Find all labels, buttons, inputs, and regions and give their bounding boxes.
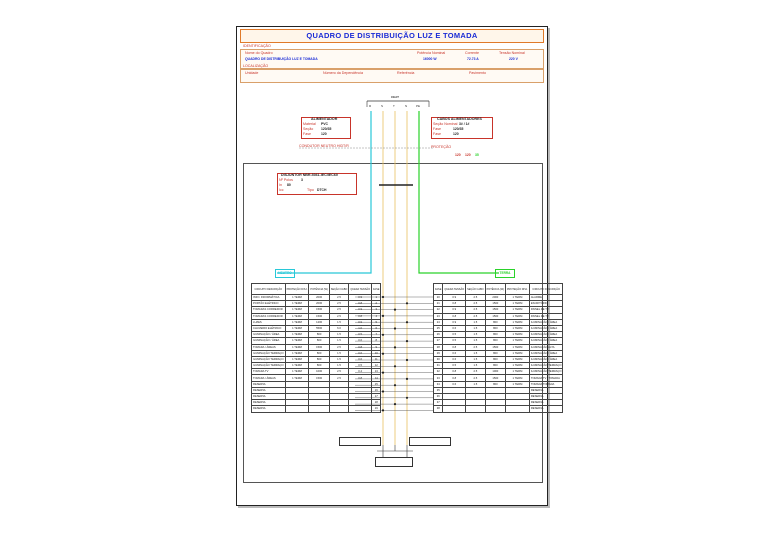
table-cell: 1.5 [329, 319, 349, 325]
table-cell: 2.5 [329, 375, 349, 381]
table-cell: 0.8 [349, 313, 372, 319]
branch-node [406, 321, 408, 323]
table-cell: 1 TERM [285, 307, 309, 313]
table-cell: 1 TERM [506, 350, 530, 356]
table-header-cell: QUEDA TENSÃO [349, 284, 372, 295]
table-cell: 34 [434, 381, 443, 387]
table-cell: 0.6 [349, 338, 372, 344]
table-cell: 800 [309, 350, 329, 356]
table-cell: 35 [434, 387, 443, 393]
table-cell: 1000 [485, 369, 505, 375]
branch-node [394, 327, 396, 329]
table-cell: 1.5 [466, 319, 486, 325]
table-row [252, 406, 381, 412]
table-cell: 22 [434, 307, 443, 313]
table-cell [285, 406, 309, 412]
table-cell: 1.5 [466, 381, 486, 387]
table-cell: 0.9 [443, 319, 466, 325]
neutral-tag: NEUTRO [275, 269, 295, 278]
table-cell: 1500 [485, 307, 505, 313]
table-cell: 1500 [485, 301, 505, 307]
current-value: 72.73 A [467, 57, 479, 61]
table-cell: 0.4 [349, 369, 372, 375]
table-cell: 1.5 [329, 350, 349, 356]
table-header-row [252, 284, 381, 295]
table-cell: 10 [372, 350, 381, 356]
right-circuits-table [433, 283, 563, 413]
table-cell: 1 TERM [285, 344, 309, 350]
table-cell: 0.5 [349, 363, 372, 369]
table-cell: 0.8 [443, 375, 466, 381]
table-cell: 1000 [309, 369, 329, 375]
table-cell: 36 [434, 394, 443, 400]
table-cell: 800 [485, 350, 505, 356]
branch-node [382, 315, 384, 317]
cable-row-3-value: 120 [453, 132, 459, 136]
table-header-cell: SEÇÃO CABO [329, 284, 349, 295]
table-cell: 0.8 [443, 313, 466, 319]
table-cell: 0.6 [443, 356, 466, 362]
table-cell: 1500 [309, 344, 329, 350]
table-cell: 1 TERM [506, 356, 530, 362]
table-row [434, 406, 563, 412]
table-cell: ILUMINAÇÃO / ÁREA [529, 325, 563, 331]
branch-node [406, 378, 408, 380]
table-cell: 1 TERM [506, 319, 530, 325]
table-header-cell: CIRCUITO DESCRIÇÃO [529, 284, 563, 295]
table-cell: 1.5 [466, 350, 486, 356]
table-cell: 2.5 [466, 344, 486, 350]
table-cell [349, 406, 372, 412]
table-cell: 0.9 [349, 295, 372, 301]
table-cell: 1500 [309, 375, 329, 381]
branch-node [382, 409, 384, 411]
breaker-row-2-value: 80 [287, 183, 291, 187]
voltage-label: Tensão Nominal [499, 51, 525, 55]
table-cell: TOMADA TV / TOMADA [529, 375, 563, 381]
table-cell: 0.5 [443, 338, 466, 344]
table-cell: 2.5 [329, 369, 349, 375]
table-cell: 1.0 [349, 325, 372, 331]
table-cell: 1 TERM [285, 350, 309, 356]
branch-node [382, 353, 384, 355]
table-cell: 18 [372, 400, 381, 406]
table-cell: 0.9 [349, 307, 372, 313]
breaker-row-3-key2: Tipo [307, 188, 314, 192]
branch-node [394, 403, 396, 405]
table-cell: 1.5 [466, 338, 486, 344]
table-cell: 19 [372, 406, 381, 412]
table-cell: TOMADA / ÁREAS [252, 375, 286, 381]
table-cell: 1.5 [466, 325, 486, 331]
table-cell: 800 [485, 338, 505, 344]
table-cell: 1 TERM [285, 332, 309, 338]
table-cell: 7 [372, 332, 381, 338]
table-cell: 17 [372, 394, 381, 400]
feeder-row-2-key: Seção [303, 127, 314, 131]
phase-label-t: T [393, 104, 395, 108]
table-cell: 800 [309, 338, 329, 344]
table-cell: 27 [434, 338, 443, 344]
table-cell: 1200 [309, 319, 329, 325]
branch-node [382, 296, 384, 298]
table-cell: 1 TERM [285, 375, 309, 381]
table-cell [506, 406, 530, 412]
protection-value-2: 120 [465, 153, 471, 157]
table-cell: ESCRITÓRIO [529, 301, 563, 307]
table-cell: 1 TERM [285, 325, 309, 331]
table-cell: 1500 [485, 375, 505, 381]
bottom-center-block [375, 457, 413, 467]
table-cell: 4 [372, 313, 381, 319]
table-cell: 1 TERM [506, 338, 530, 344]
power-value: 16000 W [423, 57, 437, 61]
table-header-cell: POTÊNCIA (W) [309, 284, 329, 295]
table-cell: 2.5 [466, 369, 486, 375]
table-cell: 11 [372, 356, 381, 362]
table-cell: 2000 [309, 301, 329, 307]
table-cell: RESERVA [529, 406, 563, 412]
table-cell: ILUMINAÇÃO / ÁREA [529, 338, 563, 344]
table-cell: RESERVA [529, 394, 563, 400]
table-cell: 2.5 [329, 313, 349, 319]
table-cell: 1500 [309, 313, 329, 319]
table-cell: 2.5 [466, 313, 486, 319]
table-cell: 12 [372, 363, 381, 369]
table-cell: 1 [372, 295, 381, 301]
table-cell: 0.6 [443, 325, 466, 331]
table-cell: 8 [372, 338, 381, 344]
table-header-cell: SEÇÃO CABO [466, 284, 486, 295]
cable-row-1-key: Seção Nominal [433, 122, 458, 126]
table-cell: TOMADA / ÁREAS [252, 344, 286, 350]
table-cell: 2.5 [329, 301, 349, 307]
table-cell: 5500 [309, 325, 329, 331]
table-cell: 2000 [309, 295, 329, 301]
table-cell: 5 [372, 319, 381, 325]
table-cell: 0.9 [443, 295, 466, 301]
table-cell: 1500 [485, 344, 505, 350]
table-cell: ILUMINAÇÃO / ÁREA [252, 338, 286, 344]
table-cell: ILUMINAÇÃO TERRAÇO [253, 351, 284, 355]
table-cell: 26 [434, 332, 443, 338]
table-cell: 31 [434, 363, 443, 369]
table-cell: ILUMINAÇÃO ALTA [529, 344, 563, 350]
branch-node [394, 365, 396, 367]
table-cell: 14 [372, 375, 381, 381]
location-section-label: LOCALIZAÇÃO [243, 64, 269, 68]
power-label: Potência Nominal [417, 51, 446, 55]
breaker-row-1-value: 3 [301, 178, 303, 182]
conductor-label: CONDUTOR NEUTRO HIDT/R [299, 144, 349, 148]
table-cell: 800 [485, 381, 505, 387]
table-cell: 0.5 [349, 332, 372, 338]
table-cell: 1 TERM [506, 381, 530, 387]
table-cell: 3 [372, 307, 381, 313]
breaker-row-1-key: Nº Polos [279, 178, 293, 182]
unit-label: Unidade [245, 71, 259, 75]
table-cell: 13 [372, 369, 381, 375]
table-cell: 2.5 [329, 344, 349, 350]
table-cell: ALARME [529, 295, 563, 301]
table-cell: ILUMINAÇÃO / ÁREA [252, 332, 286, 338]
table-cell: 1500 [309, 307, 329, 313]
table-cell: 2.5 [466, 375, 486, 381]
table-cell: 1 TERM [285, 319, 309, 325]
name-label: Nome do Quadro [245, 51, 273, 55]
table-cell: TOMADAS CORREDOR [252, 307, 286, 313]
table-cell: 800 [309, 332, 329, 338]
table-cell: 6.0 [329, 325, 349, 331]
table-cell: 1 TERM [506, 375, 530, 381]
identification-section-label: IDENTIFICAÇÃO [243, 44, 271, 48]
table-cell: 2.5 [329, 307, 349, 313]
table-cell: 6 [372, 325, 381, 331]
table-cell: 0.8 [349, 344, 372, 350]
table-cell: 2 [372, 301, 381, 307]
table-cell: 1.5 [466, 363, 486, 369]
table-cell: 0.8 [443, 344, 466, 350]
table-cell: 0.5 [443, 332, 466, 338]
table-cell [443, 406, 466, 412]
table-cell: 0.9 [349, 319, 372, 325]
table-cell: 1 TERM [506, 363, 530, 369]
table-cell: 0.8 [349, 301, 372, 307]
table-cell: 2000 [485, 295, 505, 301]
table-header-cell: PROTEÇÃO DISJ. [506, 284, 530, 295]
reference-label: Referência [397, 71, 415, 75]
left-circuits-table [251, 283, 381, 413]
branch-node [394, 346, 396, 348]
table-cell [309, 406, 329, 412]
table-cell: 1.5 [466, 356, 486, 362]
table-cell: 0.6 [349, 350, 372, 356]
table-cell: 1.5 [329, 363, 349, 369]
table-cell: 1 TERM [285, 363, 309, 369]
table-cell [329, 406, 349, 412]
table-cell: 38 [434, 406, 443, 412]
table-cell [466, 406, 486, 412]
table-cell: 800 [485, 319, 505, 325]
drawing-title: QUADRO DE DISTRIBUIÇÃO LUZ E TOMADA [240, 29, 544, 43]
table-cell: 1.5 [329, 356, 349, 362]
voltage-value: 220 V [509, 57, 518, 61]
table-cell: ILUMINAÇÃO / ÁREA [529, 332, 563, 338]
table-cell: 28 [434, 344, 443, 350]
feeder-row-3-value: 120 [321, 132, 327, 136]
branch-node [394, 384, 396, 386]
table-cell: 1 TERM [506, 301, 530, 307]
drawing-sheet [236, 26, 562, 506]
table-cell: 1 TERM [285, 356, 309, 362]
table-cell: PAINEL DE TV [529, 313, 563, 319]
table-cell: 1 TERM [285, 313, 309, 319]
table-header-cell: FASE [434, 284, 443, 295]
table-cell: 1 TERM [506, 295, 530, 301]
table-cell: 32 [434, 369, 443, 375]
table-cell: TOMADAS CORREDOR [252, 313, 286, 319]
table-header-cell: QUEDA TENSÃO [443, 284, 466, 295]
table-cell: 800 [485, 356, 505, 362]
phase-label-n: N [405, 104, 408, 108]
table-cell: ILUMINAÇÃO TERRAÇO [253, 357, 284, 361]
cable-row-1-value: 3# / 1# [459, 122, 470, 126]
table-cell: 0.5 [443, 363, 466, 369]
table-cell: 15 [372, 381, 381, 387]
table-header-cell: CIRCUITO DESCRIÇÃO [252, 284, 286, 295]
table-cell: CHUVEIRO ELÉTRICO [252, 325, 286, 331]
table-cell: 1 TERM [506, 369, 530, 375]
table-cell: INFO. INFORMÁTICA [252, 295, 286, 301]
table-cell: 20 [434, 295, 443, 301]
table-cell: 1 TERM [285, 295, 309, 301]
bottom-right-block [409, 437, 451, 446]
protection-label: PROTEÇÃO [431, 145, 452, 149]
table-cell: RESERVA [252, 387, 286, 393]
breaker-row-2-key: In [279, 183, 282, 187]
table-cell: 21 [434, 301, 443, 307]
branch-node [382, 372, 384, 374]
table-cell: 16 [372, 387, 381, 393]
table-header-cell: PROTEÇÃO DISJ. [285, 284, 309, 295]
table-cell: TOMADA TOMADA [529, 381, 563, 387]
table-cell: 800 [485, 363, 505, 369]
floor-label: Pavimento [469, 71, 486, 75]
feeder-title: ALIMENTADOR [311, 117, 338, 121]
breaker-row-3-value2: DTCH [317, 188, 327, 192]
cable-row-2-value: 120/35 [453, 127, 464, 131]
table-cell: 0.6 [443, 381, 466, 387]
top-bus-label: CEAT [391, 95, 399, 99]
table-cell: 1.5 [466, 332, 486, 338]
phase-label-s: S [381, 104, 384, 108]
feeder-row-3-key: Fase [303, 132, 311, 136]
table-cell: 25 [434, 325, 443, 331]
table-cell: 0.6 [443, 350, 466, 356]
table-cell: ILUMINAÇÃO / ÁREA [529, 350, 563, 356]
table-cell: ILUMINAÇÃO TERRAÇO [530, 364, 562, 368]
table-cell: 30 [434, 356, 443, 362]
table-cell: RESERVA [252, 381, 286, 387]
table-header-cell: FASE [372, 284, 381, 295]
table-header-row [434, 284, 563, 295]
table-cell: ILUMINAÇÃO TERRAÇO [530, 370, 562, 374]
table-cell: 1 TERM [506, 307, 530, 313]
feeder-row-1-value: PVC [321, 122, 328, 126]
table-cell: 2.5 [466, 307, 486, 313]
table-cell: 1 TERM [285, 369, 309, 375]
cable-title: CABOS ALIMENTADORES [437, 117, 482, 121]
table-cell: 1 TERM [506, 313, 530, 319]
branch-node [382, 390, 384, 392]
feeder-row-1-key: Material [303, 122, 316, 126]
table-cell: RESERVA [252, 400, 286, 406]
branch-node [406, 397, 408, 399]
table-cell: 800 [485, 325, 505, 331]
bottom-left-block [339, 437, 381, 446]
table-cell: 29 [434, 350, 443, 356]
table-cell: ILUMINAÇÃO TERRAÇO [253, 364, 284, 368]
table-cell: 1.5 [329, 338, 349, 344]
phase-label-pe: PE [416, 104, 421, 108]
table-cell: 0.6 [349, 356, 372, 362]
table-header-cell: POTÊNCIA (W) [485, 284, 505, 295]
table-cell: RESERVA [252, 406, 286, 412]
table-cell: 0.8 [349, 375, 372, 381]
table-cell: 23 [434, 313, 443, 319]
feeder-row-2-value: 120/35 [321, 127, 332, 131]
table-cell: 2.5 [466, 295, 486, 301]
table-cell: 1 TERM [506, 325, 530, 331]
table-cell: TOMADA TV [252, 369, 286, 375]
current-label: Corrente [465, 51, 479, 55]
protection-value-3: 35 [475, 153, 479, 157]
table-cell: PORTÃO ELÉTRICO [252, 301, 286, 307]
room-label: Número da Dependência [323, 71, 363, 75]
table-cell: 1.5 [329, 332, 349, 338]
table-cell: RESERVA [529, 400, 563, 406]
table-cell: 2.5 [329, 295, 349, 301]
table-cell [485, 406, 505, 412]
table-cell: ILUMINAÇÃO / ÁREA [529, 319, 563, 325]
table-cell: 2.5 [466, 301, 486, 307]
table-cell: 9 [372, 344, 381, 350]
table-cell: RESERVA [252, 394, 286, 400]
table-cell: 1 TERM [285, 338, 309, 344]
cable-row-3-key: Fase [433, 132, 441, 136]
table-cell: 0.8 [443, 369, 466, 375]
table-cell: 37 [434, 400, 443, 406]
table-cell: 800 [309, 363, 329, 369]
table-cell: PAINEL DE TV [529, 307, 563, 313]
branch-node [406, 340, 408, 342]
branch-node [406, 302, 408, 304]
table-cell: 0.8 [443, 301, 466, 307]
table-cell: 1 TERM [506, 344, 530, 350]
breaker-title: DISJUNTOR NBR-5361-IEC/IEC60 [281, 173, 338, 177]
earth-tag: TERRA [495, 269, 515, 278]
branch-node [394, 309, 396, 311]
table-cell: 1 TERM [285, 301, 309, 307]
table-cell: 800 [485, 332, 505, 338]
breaker-row-3-key: Icc [279, 188, 284, 192]
table-cell: LUZES [252, 319, 286, 325]
table-cell: RESERVA [529, 387, 563, 393]
protection-value-1: 120 [455, 153, 461, 157]
table-cell: 800 [309, 356, 329, 362]
name-value: QUADRO DE DISTRIBUIÇÃO LUZ E TOMADA [245, 57, 318, 61]
table-cell: ILUMINAÇÃO / ÁREA [529, 356, 563, 362]
table-cell: 24 [434, 319, 443, 325]
branch-node [382, 334, 384, 336]
branch-node [406, 359, 408, 361]
cable-row-2-key: Fase [433, 127, 441, 131]
table-cell: 0.9 [443, 307, 466, 313]
table-cell: 1 TERM [506, 332, 530, 338]
phase-label-r: R [369, 104, 372, 108]
table-cell: 1500 [485, 313, 505, 319]
table-cell: 33 [434, 375, 443, 381]
